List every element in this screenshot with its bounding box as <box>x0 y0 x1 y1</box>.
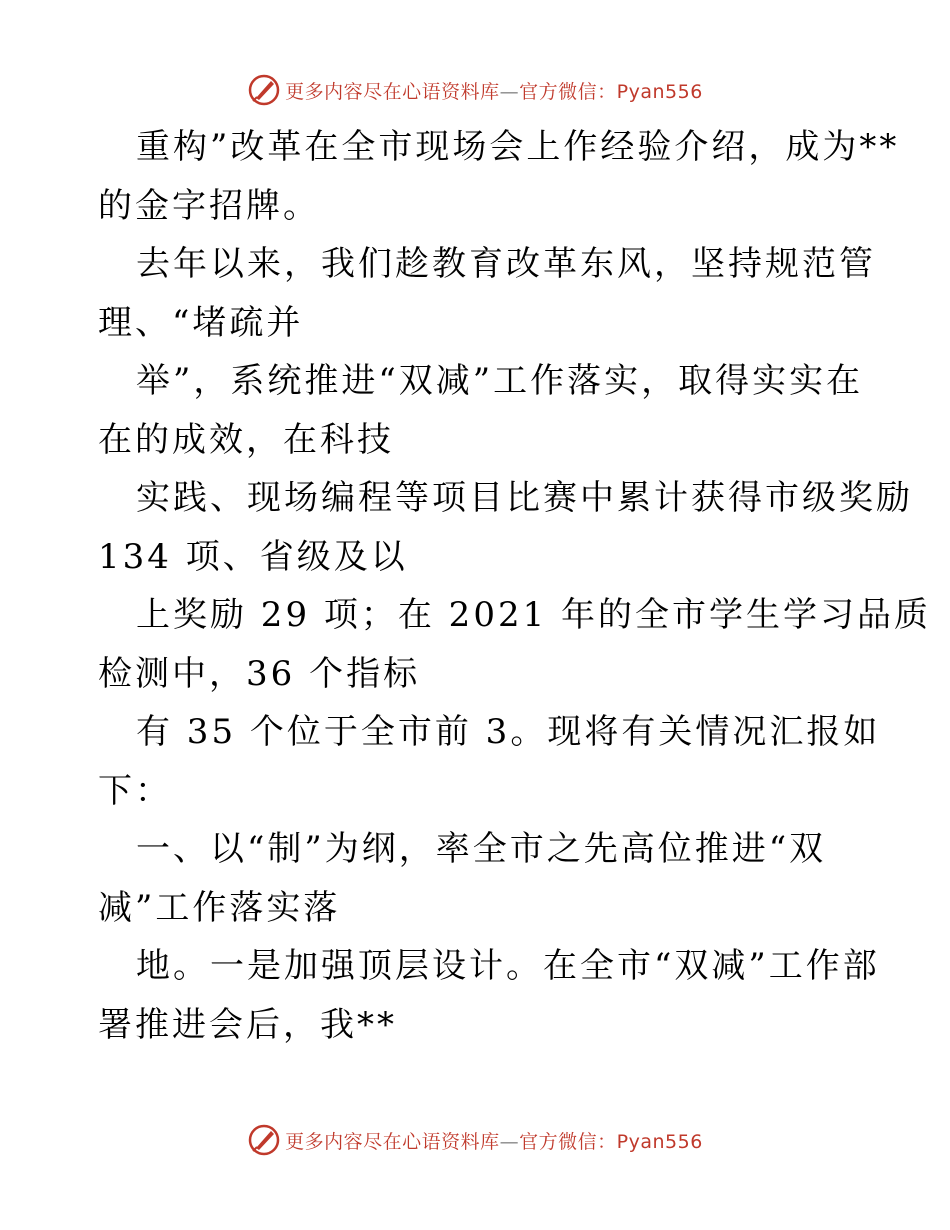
text-line: 署推进会后，我** <box>98 1004 397 1045</box>
text-line: 有 35 个位于全市前 3。现将有关情况汇报如 <box>136 712 881 752</box>
header-watermark <box>0 68 950 112</box>
feather-logo-icon <box>247 1123 281 1157</box>
watermark-text: 更多内容尽在心语资料库—官方微信：Pyan556 <box>285 1130 703 1153</box>
text-line: 在的成效，在科技 <box>98 419 394 460</box>
footer-watermark <box>0 1118 950 1162</box>
text-line: 下： <box>98 770 172 811</box>
text-line: 理、“堵疏并 <box>98 302 304 343</box>
text-line: 重构”改革在全市现场会上作经验介绍，成为** <box>136 127 900 167</box>
text-line: 减”工作落实落 <box>98 887 341 928</box>
text-line: 上奖励 29 项；在 2021 年的全市学生学习品质 <box>136 595 932 635</box>
document-body <box>98 118 932 1054</box>
text-line: 的金字招牌。 <box>98 185 320 226</box>
text-line: 检测中，36 个指标 <box>98 653 421 694</box>
watermark-text: 更多内容尽在心语资料库—官方微信：Pyan556 <box>285 80 703 103</box>
text-line: 实践、现场编程等项目比赛中累计获得市级奖励 <box>136 478 913 518</box>
text-line: 一、以“制”为纲，率全市之先高位推进“双 <box>136 829 827 869</box>
feather-logo-icon <box>247 73 281 107</box>
text-line: 举”，系统推进“双减”工作落实，取得实实在 <box>136 361 864 401</box>
text-line: 134 项、省级及以 <box>98 536 408 577</box>
text-line: 地。一是加强顶层设计。在全市“双减”工作部 <box>136 946 880 986</box>
text-line: 去年以来，我们趁教育改革东风，坚持规范管 <box>136 244 876 284</box>
